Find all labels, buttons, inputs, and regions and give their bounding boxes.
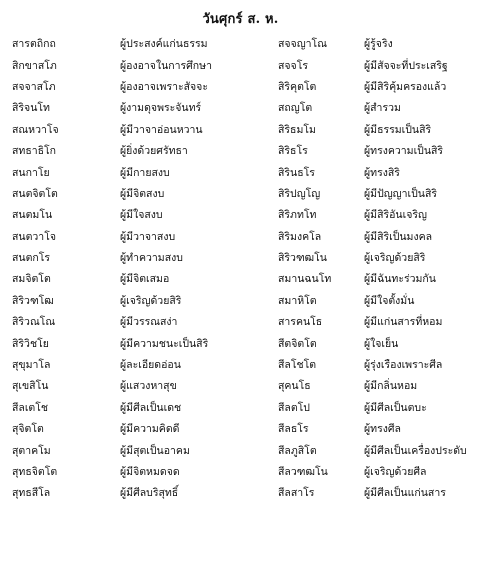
table-row (12, 355, 477, 376)
pali-name-cell: สจจญาโณ (278, 38, 327, 51)
meaning-cell: ผู้มีกลิ่นหอม (364, 380, 418, 393)
table-row (12, 227, 477, 248)
table-row (12, 419, 477, 440)
pali-name-cell: สิริวฑโฒ (12, 294, 54, 307)
pali-name-cell: สจจาสโภ (12, 80, 56, 93)
pali-name-cell: สุตาคโม (12, 444, 51, 457)
meaning-cell: ผู้มีกายสงบ (120, 166, 170, 179)
pali-name-cell: สทธาธิโก (12, 145, 57, 158)
meaning-cell: ผู้ใจเย็น (364, 337, 399, 350)
table-row (12, 98, 477, 119)
table-row (12, 376, 477, 397)
pali-name-cell: สมจิตโต (12, 273, 51, 286)
table-row (12, 248, 477, 269)
pali-name-cell: สุทธสีโล (12, 487, 51, 500)
pali-name-cell: สีลสาโร (278, 487, 315, 500)
meaning-cell: ผู้แสวงหาสุข (120, 380, 177, 393)
meaning-cell: ผู้มีธรรมเป็นสิริ (364, 123, 432, 136)
pali-name-cell: สิริจนโท (12, 102, 50, 115)
pali-name-cell: สมานฉนโท (278, 273, 332, 286)
pali-name-cell: สารตถิกถ (12, 38, 56, 51)
pali-name-cell: สณหวาโจ (12, 123, 59, 136)
meaning-cell: ผู้ทรงความเป็นสิริ (364, 145, 444, 158)
meaning-cell: ผู้มีฉันทะร่วมกัน (364, 273, 436, 286)
pali-name-cell: สีลตโป (278, 401, 310, 414)
pali-name-cell: สุเขสิโน (12, 380, 49, 393)
pali-name-cell: สุจิตโต (12, 423, 44, 436)
meaning-cell: ผู้มีศีลเป็นแก่นสาร (364, 487, 446, 500)
pali-name-cell: สิริคุตโต (278, 80, 317, 93)
meaning-cell: ผู้มีวาจาสงบ (120, 230, 176, 243)
meaning-cell: ผู้มีสุตเป็นอาคม (120, 444, 190, 457)
meaning-cell: ผู้มีแก่นสารที่หอม (364, 316, 443, 329)
pali-name-cell: สีลเตโช (12, 401, 49, 414)
meaning-cell: ผู้มีใจสงบ (120, 209, 163, 222)
pali-name-cell: สิริธมโม (278, 123, 316, 136)
meaning-cell: ผู้มีสิริคุ้มครองแล้ว (364, 80, 447, 93)
table-row (12, 162, 477, 183)
pali-name-cell: สิริภทโท (278, 209, 317, 222)
meaning-cell: ผู้มีความคิดดี (120, 423, 180, 436)
table-row (12, 184, 477, 205)
pali-name-cell: สุคนโธ (278, 380, 311, 393)
pali-name-cell: สารคนโธ (278, 316, 323, 329)
table-row (12, 77, 477, 98)
meaning-cell: ผู้มีจิตสงบ (120, 187, 165, 200)
meaning-cell: ผู้องอาจในการศึกษา (120, 59, 212, 72)
meaning-cell: ผู้มีศีลเป็นเดช (120, 401, 182, 414)
meaning-cell: ผู้เจริญด้วยสิริ (120, 294, 182, 307)
pali-name-cell: สิริวิชโย (12, 337, 49, 350)
table-row (12, 141, 477, 162)
meaning-cell: ผู้มีศีลเป็นตบะ (364, 401, 427, 414)
table-row (12, 398, 477, 419)
pali-name-cell: สิริปญโญ (278, 187, 321, 200)
pali-name-cell: สิรินธโร (278, 166, 315, 179)
meaning-cell: ผู้รู้จริง (364, 38, 393, 51)
pali-name-cell: สีลโชโต (278, 359, 317, 372)
meaning-cell: ผู้มีสิริเป็นมงคล (364, 230, 433, 243)
pali-name-cell: สจจโร (278, 59, 308, 72)
pali-name-cell: สถญโต (278, 102, 313, 115)
meaning-cell: ผู้มีใจตั้งมั่น (364, 294, 415, 307)
meaning-cell: ผู้ยิ่งด้วยศรัทธา (120, 145, 188, 158)
meaning-cell: ผู้เจริญด้วยสิริ (364, 252, 426, 265)
pali-name-cell: สิริวฑฒโน (278, 252, 327, 265)
meaning-cell: ผู้สำรวม (364, 102, 401, 115)
table-row (12, 440, 477, 461)
pali-name-cell: สีตจิตโต (278, 337, 317, 350)
pali-name-cell: สนกาโย (12, 166, 50, 179)
meaning-cell: ผู้ละเอียดอ่อน (120, 359, 181, 372)
pali-name-cell: สิกขาสโภ (12, 59, 57, 72)
pali-name-cell: สนตกโร (12, 252, 51, 265)
table-row (12, 120, 477, 141)
table-row (12, 55, 477, 76)
meaning-cell: ผู้มีศีลบริสุทธิ์ (120, 487, 179, 500)
pali-name-cell: สีลธโร (278, 423, 309, 436)
names-table (12, 34, 477, 505)
meaning-cell: ผู้มีความชนะเป็นสิริ (120, 337, 209, 350)
table-row (12, 312, 477, 333)
meaning-cell: ผู้มีสิริอันเจริญ (364, 209, 427, 222)
names-table-body (12, 34, 477, 505)
meaning-cell: ผู้มีจิตเสมอ (120, 273, 170, 286)
meaning-cell: ผู้ทรงสิริ (364, 166, 400, 179)
meaning-cell: ผู้มีปัญญาเป็นสิริ (364, 187, 438, 200)
pali-name-cell: สิริมงคโล (278, 230, 322, 243)
pali-name-cell: สนตจิตโต (12, 187, 58, 200)
meaning-cell: ผู้มีสัจจะที่ประเสริฐ (364, 59, 448, 72)
pali-name-cell: สีลวฑฒโน (278, 466, 328, 478)
table-row (12, 205, 477, 226)
meaning-cell: ผู้ประสงค์แก่นธรรม (120, 38, 208, 51)
meaning-cell: ผู้มีวรรณสง่า (120, 316, 178, 329)
pali-name-cell: สุทธจิตโต (12, 466, 58, 478)
table-row (12, 462, 477, 483)
meaning-cell: ผู้องอาจเพราะสัจจะ (120, 80, 208, 93)
meaning-cell: ผู้รุ่งเรืองเพราะศีล (364, 359, 443, 372)
table-row (12, 483, 477, 504)
meaning-cell: ผู้มีศีลเป็นเครื่องประดับ (364, 444, 467, 457)
meaning-cell: ผู้ทำความสงบ (120, 252, 183, 265)
table-row (12, 34, 477, 55)
meaning-cell: ผู้เจริญด้วยศีล (364, 466, 427, 478)
meaning-cell: ผู้มีจิตหมดจด (120, 466, 180, 478)
table-row (12, 333, 477, 354)
table-row (12, 291, 477, 312)
meaning-cell: ผู้ทรงศีล (364, 423, 401, 436)
pali-name-cell: สุขุมาโล (12, 359, 51, 372)
meaning-cell: ผู้มีวาจาอ่อนหวาน (120, 123, 203, 136)
meaning-cell: ผู้งามดุจพระจันทร์ (120, 102, 202, 115)
pali-name-cell: สิริธโร (278, 145, 308, 158)
pali-name-cell: สมาหิโต (278, 294, 317, 307)
page-title: วันศุกร์ ส. ห. (202, 12, 279, 27)
pali-name-cell: สนตวาโจ (12, 230, 56, 243)
pali-name-cell: สนตมโน (12, 209, 53, 222)
table-row (12, 269, 477, 290)
pali-name-cell: สีลภูสิโต (278, 444, 317, 457)
pali-name-cell: สิริวณโณ (12, 316, 56, 329)
